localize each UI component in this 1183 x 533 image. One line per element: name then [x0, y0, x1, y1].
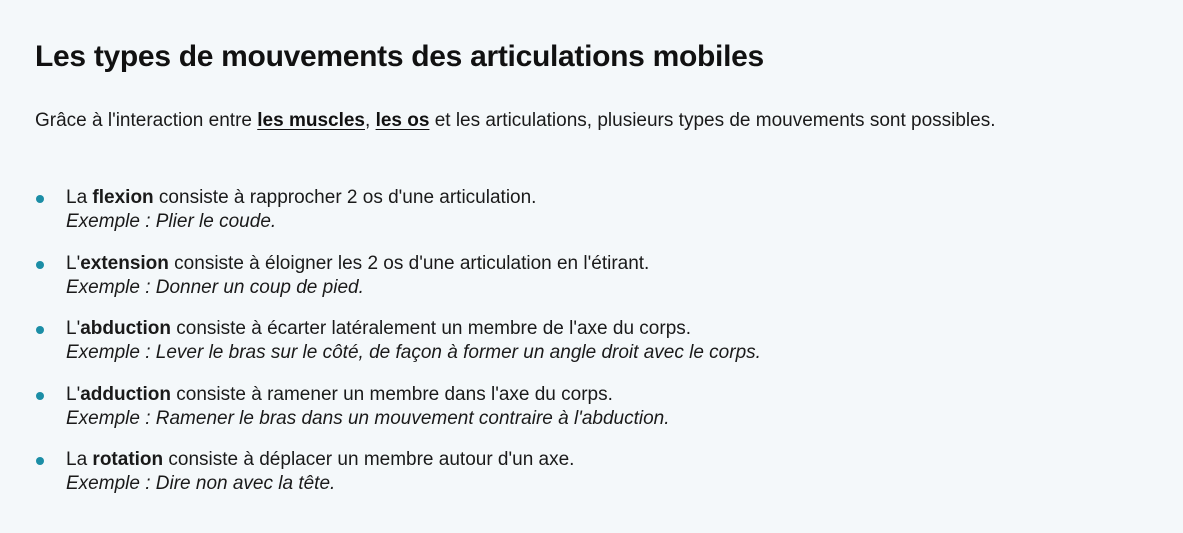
- item-description: [66, 253, 649, 274]
- item-example: Exemple : Donner un coup de pied.: [66, 276, 364, 298]
- item-term: abduction: [80, 318, 171, 339]
- bullet-dot-icon: [36, 326, 44, 334]
- item-term: adduction: [80, 383, 171, 405]
- page-title: Les types de mouvements des articulations mobiles: [35, 40, 764, 73]
- item-prefix: L': [66, 383, 81, 405]
- intro-separator: ,: [365, 110, 376, 131]
- item-rest: consiste à écarter latéralement un membre de l'axe du corps.: [170, 318, 692, 339]
- item-rest: consiste à éloigner les 2 os d'une articulation en l'étirant.: [168, 252, 650, 274]
- item-prefix: La: [66, 449, 93, 470]
- intro-text-before: Grâce à l'interaction entre: [35, 110, 258, 131]
- item-prefix: L': [66, 318, 81, 339]
- list-item-adduction: [35, 383, 1155, 449]
- intro-paragraph: [35, 110, 996, 132]
- item-example: Exemple : Lever le bras sur le côté, de façon à former un angle droit avec le corps.: [66, 342, 761, 363]
- item-prefix: La: [66, 187, 93, 208]
- bullet-dot-icon: [36, 392, 44, 400]
- list-item-abduction: [35, 317, 1155, 383]
- item-term: flexion: [92, 187, 154, 208]
- item-description: [66, 187, 536, 208]
- item-rest: consiste à rapprocher 2 os d'une articulation.: [153, 187, 537, 208]
- item-example: Exemple : Dire non avec la tête.: [66, 473, 336, 494]
- list-item-flexion: [35, 186, 1155, 252]
- item-example: Exemple : Plier le coude.: [66, 211, 277, 232]
- item-rest: consiste à déplacer un membre autour d'un axe.: [163, 449, 575, 470]
- list-item-rotation: [35, 448, 1155, 514]
- bullet-dot-icon: [36, 195, 44, 203]
- item-description: [66, 318, 691, 339]
- item-prefix: L': [66, 252, 81, 274]
- item-term: rotation: [92, 449, 164, 470]
- item-description: [66, 384, 613, 405]
- list-item-extension: [35, 252, 1155, 318]
- item-description: [66, 449, 574, 470]
- item-rest: consiste à ramener un membre dans l'axe du corps.: [170, 383, 613, 405]
- muscles-link[interactable]: les muscles: [257, 110, 365, 131]
- item-term: extension: [80, 252, 169, 274]
- movement-list: [35, 186, 1155, 514]
- bullet-dot-icon: [36, 457, 44, 465]
- bones-link[interactable]: les os: [375, 110, 430, 131]
- bullet-dot-icon: [36, 261, 44, 269]
- intro-text-after: et les articulations, plusieurs types de mouvements sont possibles.: [429, 110, 996, 131]
- item-example: Exemple : Ramener le bras dans un mouvement contraire à l'abduction.: [66, 407, 670, 429]
